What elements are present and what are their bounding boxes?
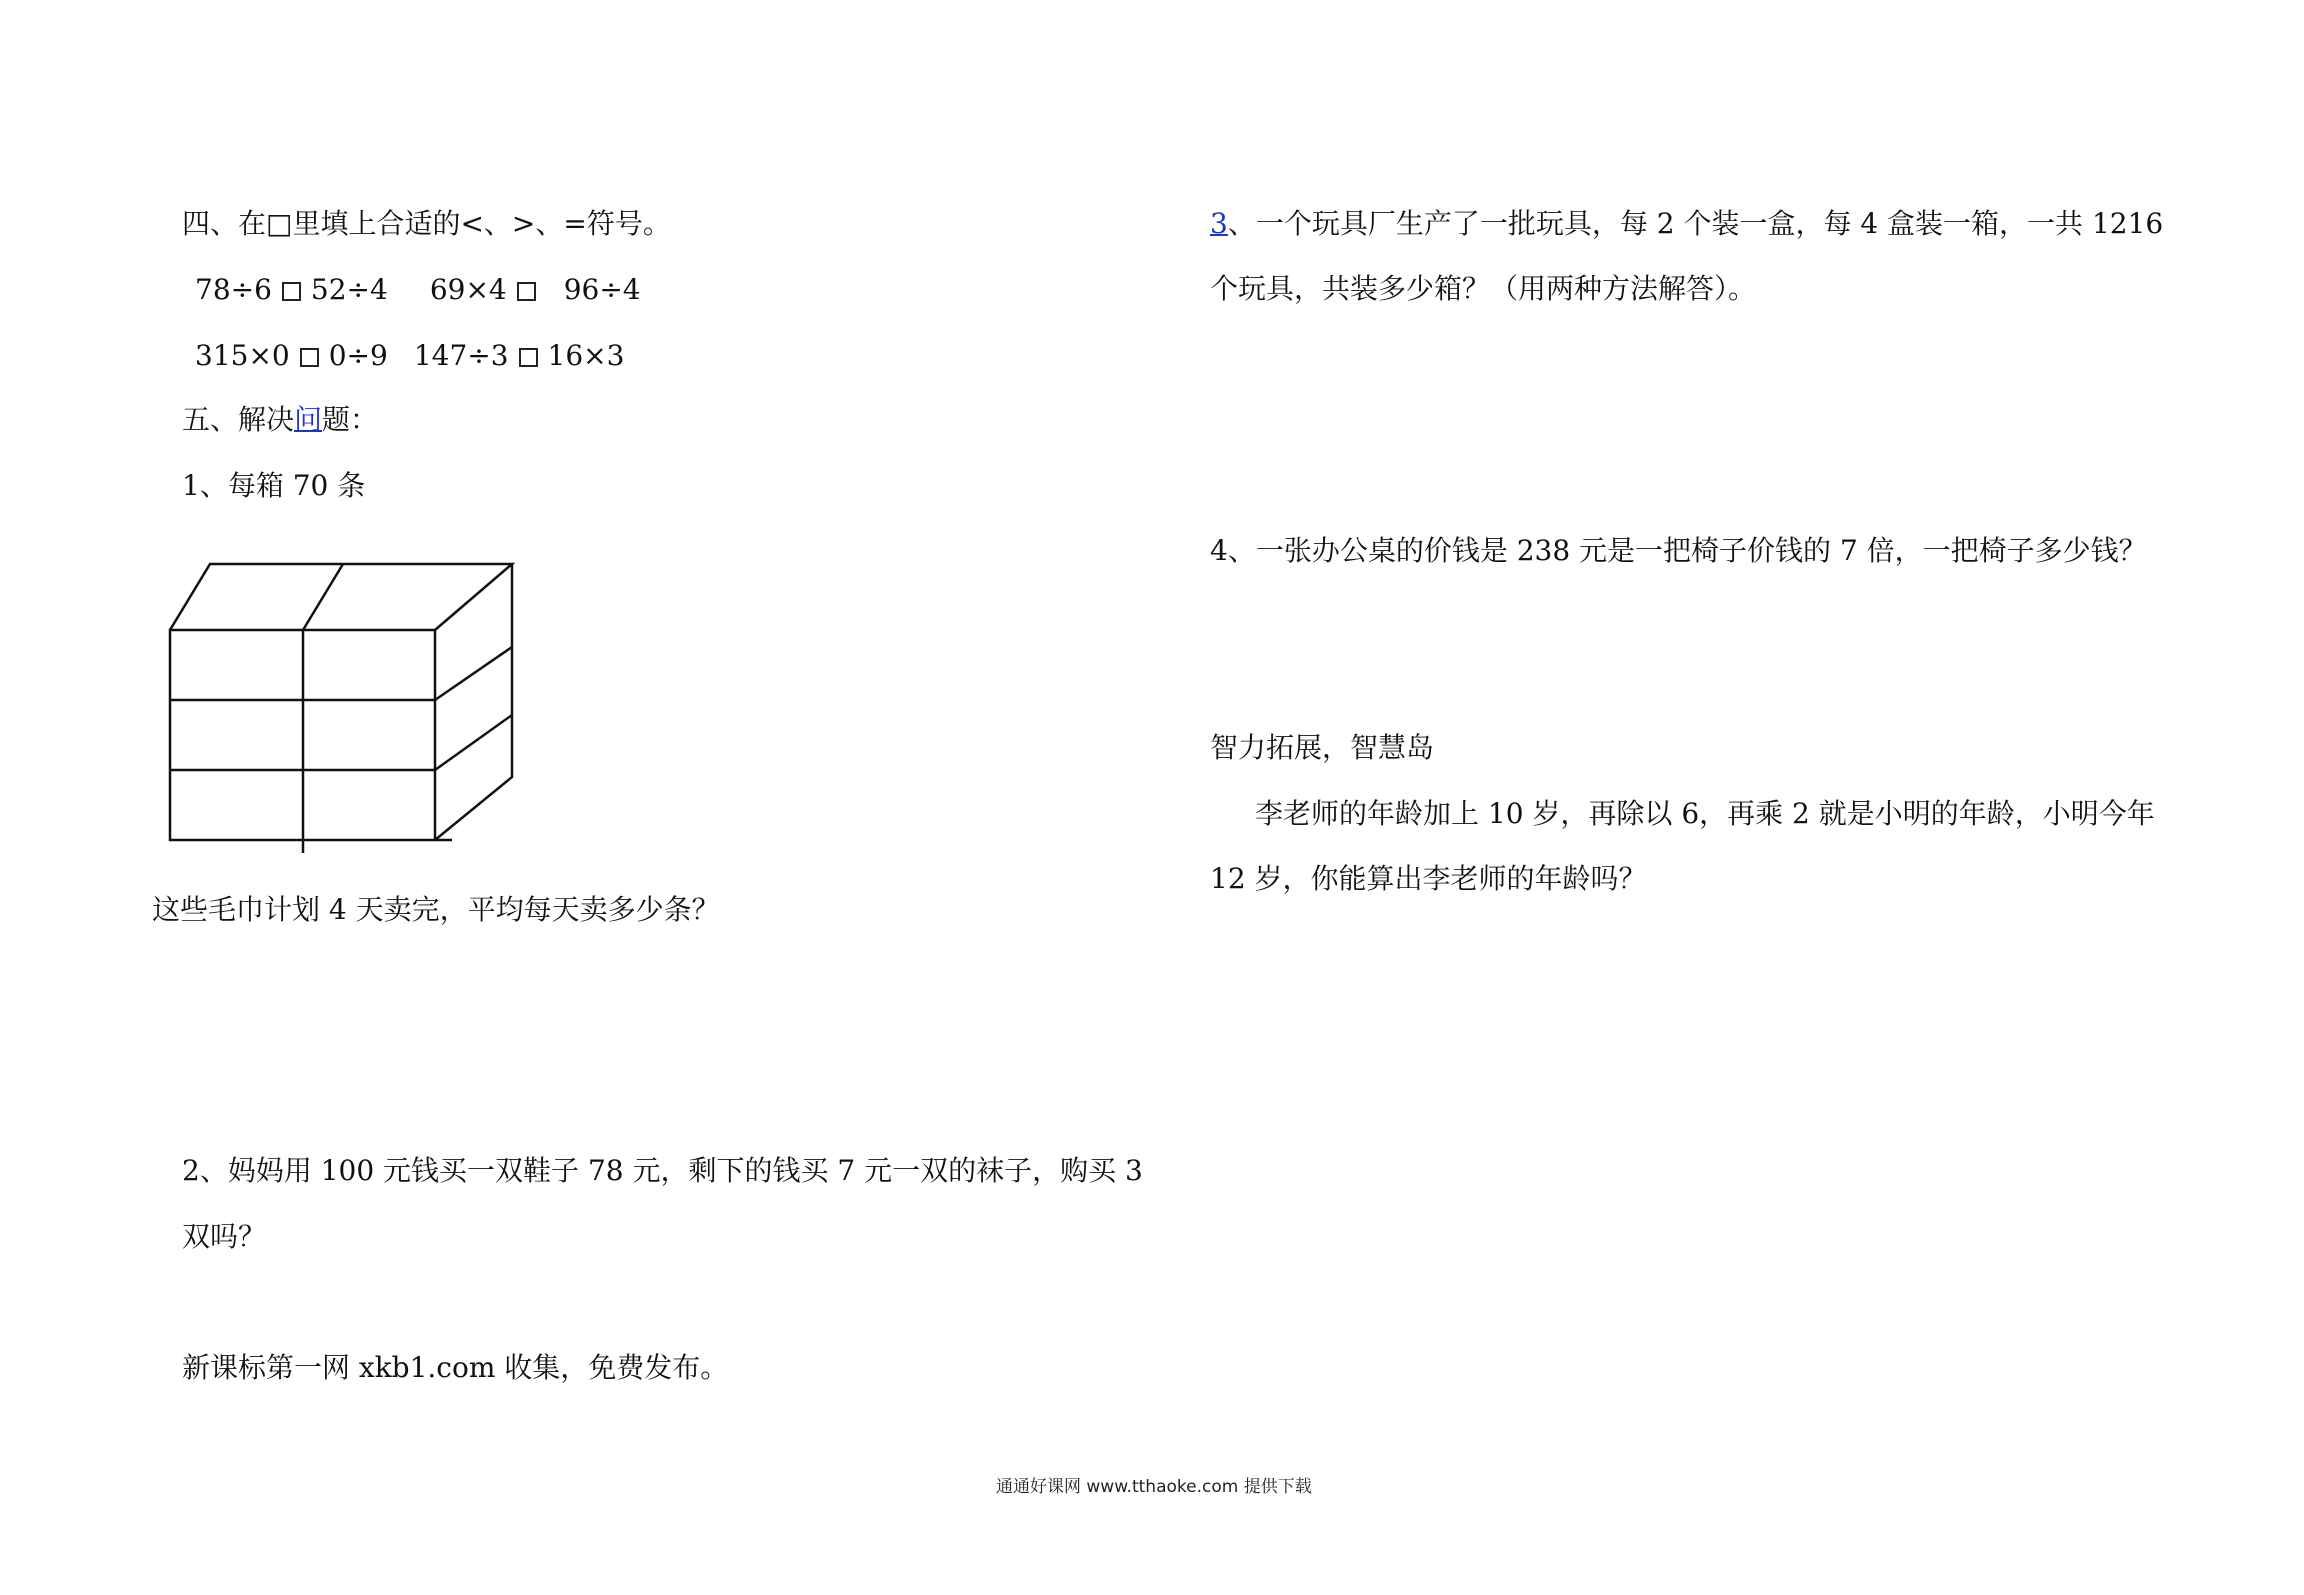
question-3-line-2: 个玩具，共装多少箱？（用两种方法解答）。 bbox=[1210, 272, 1757, 305]
question-3-number-link[interactable]: 3 bbox=[1210, 207, 1228, 240]
compare-expr: 16×3 bbox=[547, 339, 625, 372]
stacked-boxes-figure bbox=[160, 555, 530, 865]
question-1-text: 这些毛巾计划 4 天卖完，平均每天卖多少条？ bbox=[152, 893, 720, 926]
compare-expr: 315×0 bbox=[195, 339, 290, 372]
box-top-face bbox=[170, 564, 512, 630]
answer-box[interactable] bbox=[519, 348, 538, 367]
footer-text: 通通好课网 www.tthaoke.com 提供下载 bbox=[996, 1477, 1312, 1497]
answer-box[interactable] bbox=[282, 282, 301, 301]
compare-row-1 bbox=[195, 272, 641, 308]
question-4: 4、一张办公桌的价钱是 238 元是一把椅子价钱的 7 倍，一把椅子多少钱？ bbox=[1210, 534, 2147, 567]
box-side-face bbox=[435, 564, 512, 840]
question-3-text: 、一个玩具厂生产了一批玩具，每 2 个装一盒，每 4 盒装一箱，一共 1216 bbox=[1227, 207, 2164, 240]
section5-title bbox=[182, 402, 378, 438]
compare-expr: 0÷9 bbox=[328, 339, 388, 372]
answer-box[interactable] bbox=[300, 348, 319, 367]
compare-expr: 96÷4 bbox=[563, 273, 641, 306]
section5-title-text: 题： bbox=[322, 403, 379, 436]
bonus-line-2: 12 岁，你能算出李老师的年龄吗？ bbox=[1210, 862, 1647, 895]
question-3-line-1 bbox=[1210, 206, 2163, 242]
compare-row-2 bbox=[195, 338, 624, 374]
bonus-line-1: 李老师的年龄加上 10 岁，再除以 6，再乘 2 就是小明的年龄，小明今年 bbox=[1255, 797, 2155, 830]
compare-expr: 147÷3 bbox=[413, 339, 509, 372]
compare-expr: 69×4 bbox=[429, 273, 507, 306]
compare-expr: 52÷4 bbox=[310, 273, 388, 306]
question-2-line-2: 双吗？ bbox=[182, 1220, 267, 1253]
question-1-label: 1、每箱 70 条 bbox=[182, 469, 366, 502]
hyperlink-text[interactable]: 问 bbox=[294, 403, 323, 436]
compare-expr: 78÷6 bbox=[195, 273, 272, 306]
answer-box[interactable] bbox=[517, 282, 536, 301]
bonus-title: 智力拓展，智慧岛 bbox=[1210, 731, 1435, 764]
section5-title-text: 五、解决 bbox=[182, 403, 295, 436]
question-2-line-1: 2、妈妈用 100 元钱买一双鞋子 78 元，剩下的钱买 7 元一双的袜子，购买 3 bbox=[182, 1154, 1143, 1187]
promo-text: 新课标第一网 xkb1.com 收集，免费发布。 bbox=[182, 1351, 729, 1384]
section4-title: 四、在□里填上合适的<、>、=符号。 bbox=[182, 207, 671, 240]
